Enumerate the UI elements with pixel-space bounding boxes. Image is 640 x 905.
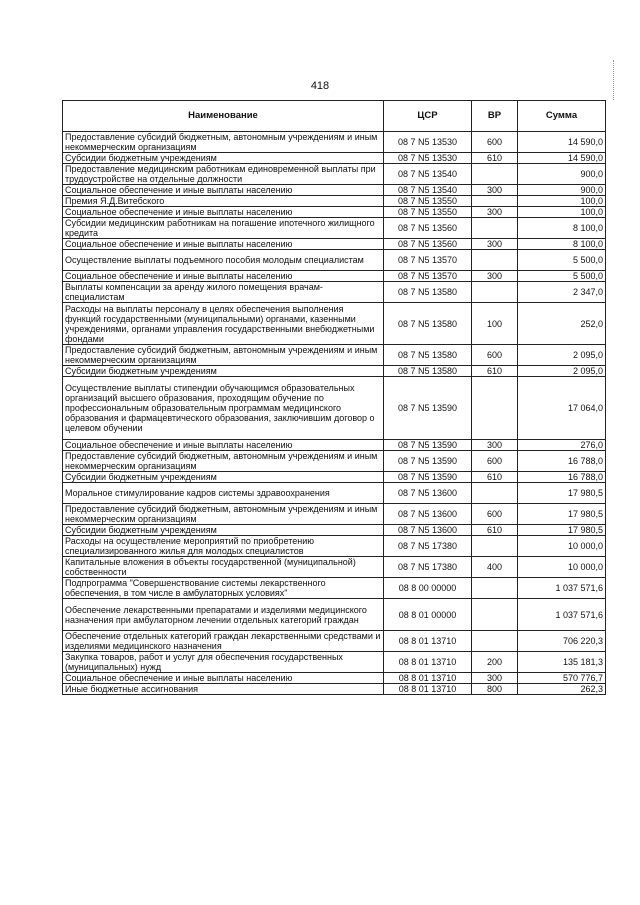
cell-vr	[472, 483, 518, 504]
cell-sum: 17 980,5	[518, 525, 606, 536]
header-name: Наименование	[63, 101, 384, 132]
cell-sum: 570 776,7	[518, 673, 606, 684]
cell-name: Предоставление медицинским работникам единовременной выплаты при трудоустройстве на отдельные должности	[63, 164, 384, 185]
table-body	[63, 132, 606, 695]
cell-vr: 600	[472, 504, 518, 525]
table-row	[63, 132, 606, 153]
table-row	[63, 451, 606, 472]
cell-vr: 800	[472, 684, 518, 695]
cell-vr: 300	[472, 185, 518, 196]
cell-name: Социальное обеспечение и иные выплаты населению	[63, 185, 384, 196]
cell-sum: 17 980,5	[518, 504, 606, 525]
table-row	[63, 282, 606, 303]
cell-name: Субсидии бюджетным учреждениям	[63, 472, 384, 483]
cell-sum: 17 980,5	[518, 483, 606, 504]
budget-table	[62, 100, 606, 695]
cell-sum: 706 220,3	[518, 631, 606, 652]
cell-csr: 08 7 N5 13580	[384, 303, 472, 345]
cell-name: Предоставление субсидий бюджетным, автономным учреждениям и иным некоммерческим организациям	[63, 132, 384, 153]
cell-name: Иные бюджетные ассигнования	[63, 684, 384, 695]
cell-vr: 300	[472, 239, 518, 250]
cell-name: Предоставление субсидий бюджетным, автономным учреждениям и иным некоммерческим организациям	[63, 504, 384, 525]
table-header-row	[63, 101, 606, 132]
cell-name: Капитальные вложения в объекты государственной (муниципальной) собственности	[63, 557, 384, 578]
cell-csr: 08 7 N5 13580	[384, 366, 472, 377]
cell-vr: 600	[472, 345, 518, 366]
cell-vr: 100	[472, 303, 518, 345]
cell-csr: 08 7 N5 13570	[384, 250, 472, 271]
cell-name: Социальное обеспечение и иные выплаты населению	[63, 271, 384, 282]
cell-csr: 08 7 N5 13560	[384, 239, 472, 250]
cell-name: Расходы на осуществление мероприятий по приобретению специализированного жилья для молодых специалистов	[63, 536, 384, 557]
cell-vr: 300	[472, 207, 518, 218]
cell-sum: 2 347,0	[518, 282, 606, 303]
table-row	[63, 578, 606, 599]
table-row	[63, 207, 606, 218]
table-row	[63, 440, 606, 451]
cell-csr: 08 7 N5 13530	[384, 132, 472, 153]
table-row	[63, 250, 606, 271]
cell-csr: 08 7 N5 13550	[384, 196, 472, 207]
cell-sum: 135 181,3	[518, 652, 606, 673]
cell-name: Предоставление субсидий бюджетным, автономным учреждениям и иным некоммерческим организациям	[63, 345, 384, 366]
table-row	[63, 504, 606, 525]
table-row	[63, 218, 606, 239]
cell-sum: 16 788,0	[518, 472, 606, 483]
cell-csr: 08 8 00 00000	[384, 578, 472, 599]
cell-csr: 08 7 N5 13600	[384, 525, 472, 536]
cell-name: Осуществление выплаты стипендии обучающимся образовательных организаций высшего образования, проходящим обучение по профессиональным образовательным программам медицинского образования и фармацевтического образования, заключившим договор о целевом обучении	[63, 377, 384, 440]
cell-vr: 300	[472, 271, 518, 282]
cell-name: Субсидии медицинским работникам на погашение ипотечного жилищного кредита	[63, 218, 384, 239]
cell-name: Социальное обеспечение и иные выплаты населению	[63, 440, 384, 451]
cell-vr: 610	[472, 525, 518, 536]
cell-vr	[472, 377, 518, 440]
cell-vr	[472, 631, 518, 652]
cell-csr: 08 8 01 13710	[384, 673, 472, 684]
cell-csr: 08 7 N5 17380	[384, 557, 472, 578]
cell-vr	[472, 282, 518, 303]
cell-sum: 10 000,0	[518, 557, 606, 578]
cell-csr: 08 7 N5 13570	[384, 271, 472, 282]
cell-sum: 1 037 571,6	[518, 578, 606, 599]
cell-csr: 08 8 01 13710	[384, 684, 472, 695]
cell-vr: 200	[472, 652, 518, 673]
cell-csr: 08 8 01 13710	[384, 652, 472, 673]
header-sum: Сумма	[518, 101, 606, 132]
cell-sum: 2 095,0	[518, 366, 606, 377]
cell-sum: 8 100,0	[518, 218, 606, 239]
cell-sum: 5 500,0	[518, 271, 606, 282]
cell-name: Субсидии бюджетным учреждениям	[63, 153, 384, 164]
cell-sum: 5 500,0	[518, 250, 606, 271]
cell-vr: 610	[472, 366, 518, 377]
cell-csr: 08 8 01 13710	[384, 631, 472, 652]
header-vr: ВР	[472, 101, 518, 132]
cell-vr	[472, 599, 518, 631]
cell-vr	[472, 196, 518, 207]
cell-csr: 08 7 N5 13560	[384, 218, 472, 239]
cell-csr: 08 8 01 00000	[384, 599, 472, 631]
cell-sum: 1 037 571,6	[518, 599, 606, 631]
table-row	[63, 684, 606, 695]
cell-csr: 08 7 N5 13590	[384, 440, 472, 451]
table-row	[63, 483, 606, 504]
cell-name: Осуществление выплаты подъемного пособия молодым специалистам	[63, 250, 384, 271]
cell-vr	[472, 218, 518, 239]
cell-name: Предоставление субсидий бюджетным, автономным учреждениям и иным некоммерческим организациям	[63, 451, 384, 472]
cell-sum: 14 590,0	[518, 132, 606, 153]
cell-sum: 276,0	[518, 440, 606, 451]
cell-vr: 300	[472, 673, 518, 684]
cell-name: Закупка товаров, работ и услуг для обеспечения государственных (муниципальных) нужд	[63, 652, 384, 673]
scan-edge-marks	[613, 60, 616, 100]
cell-name: Субсидии бюджетным учреждениям	[63, 525, 384, 536]
cell-vr: 610	[472, 472, 518, 483]
table-row	[63, 557, 606, 578]
cell-sum: 900,0	[518, 185, 606, 196]
cell-csr: 08 7 N5 13590	[384, 377, 472, 440]
cell-csr: 08 7 N5 13580	[384, 345, 472, 366]
cell-name: Расходы на выплаты персоналу в целях обеспечения выполнения функций государственными (муниципальными) органами, казенными учреждениями, органами управления государственными внебюджетными фондами	[63, 303, 384, 345]
table-row	[63, 652, 606, 673]
table-row	[63, 673, 606, 684]
table-row	[63, 164, 606, 185]
budget-table-container	[62, 100, 605, 695]
cell-vr: 600	[472, 132, 518, 153]
cell-vr	[472, 578, 518, 599]
table-row	[63, 525, 606, 536]
table-row	[63, 303, 606, 345]
cell-csr: 08 7 N5 13540	[384, 185, 472, 196]
table-row	[63, 631, 606, 652]
cell-sum: 2 095,0	[518, 345, 606, 366]
cell-sum: 17 064,0	[518, 377, 606, 440]
cell-csr: 08 7 N5 13540	[384, 164, 472, 185]
cell-name: Выплаты компенсации за аренду жилого помещения врачам-специалистам	[63, 282, 384, 303]
cell-name: Субсидии бюджетным учреждениям	[63, 366, 384, 377]
cell-sum: 100,0	[518, 196, 606, 207]
cell-vr	[472, 164, 518, 185]
cell-name: Социальное обеспечение и иные выплаты населению	[63, 207, 384, 218]
table-row	[63, 153, 606, 164]
cell-vr: 610	[472, 153, 518, 164]
table-row	[63, 366, 606, 377]
table-row	[63, 599, 606, 631]
cell-csr: 08 7 N5 13590	[384, 472, 472, 483]
cell-csr: 08 7 N5 13600	[384, 483, 472, 504]
table-row	[63, 239, 606, 250]
header-csr: ЦСР	[384, 101, 472, 132]
cell-vr: 600	[472, 451, 518, 472]
cell-sum: 900,0	[518, 164, 606, 185]
table-row	[63, 271, 606, 282]
cell-name: Социальное обеспечение и иные выплаты населению	[63, 673, 384, 684]
cell-name: Обеспечение лекарственными препаратами и изделиями медицинского назначения при амбулаторном лечении отдельных категорий граждан	[63, 599, 384, 631]
table-row	[63, 472, 606, 483]
cell-sum: 16 788,0	[518, 451, 606, 472]
cell-vr: 300	[472, 440, 518, 451]
cell-sum: 262,3	[518, 684, 606, 695]
cell-csr: 08 7 N5 13590	[384, 451, 472, 472]
cell-name: Моральное стимулирование кадров системы здравоохранения	[63, 483, 384, 504]
table-row	[63, 536, 606, 557]
table-row	[63, 377, 606, 440]
cell-vr	[472, 536, 518, 557]
cell-name: Премия Я.Д.Витебского	[63, 196, 384, 207]
cell-vr: 400	[472, 557, 518, 578]
cell-sum: 100,0	[518, 207, 606, 218]
table-row	[63, 196, 606, 207]
cell-name: Подпрограмма "Совершенствование системы лекарственного обеспечения, в том числе в амбулаторных условиях"	[63, 578, 384, 599]
page-number: 418	[310, 80, 330, 92]
cell-name: Обеспечение отдельных категорий граждан лекарственными средствами и изделиями медицинского назначения	[63, 631, 384, 652]
cell-sum: 10 000,0	[518, 536, 606, 557]
cell-csr: 08 7 N5 13530	[384, 153, 472, 164]
cell-sum: 252,0	[518, 303, 606, 345]
cell-sum: 8 100,0	[518, 239, 606, 250]
cell-csr: 08 7 N5 13550	[384, 207, 472, 218]
cell-csr: 08 7 N5 13580	[384, 282, 472, 303]
cell-csr: 08 7 N5 17380	[384, 536, 472, 557]
cell-csr: 08 7 N5 13600	[384, 504, 472, 525]
cell-name: Социальное обеспечение и иные выплаты населению	[63, 239, 384, 250]
table-row	[63, 185, 606, 196]
cell-sum: 14 590,0	[518, 153, 606, 164]
table-row	[63, 345, 606, 366]
cell-vr	[472, 250, 518, 271]
